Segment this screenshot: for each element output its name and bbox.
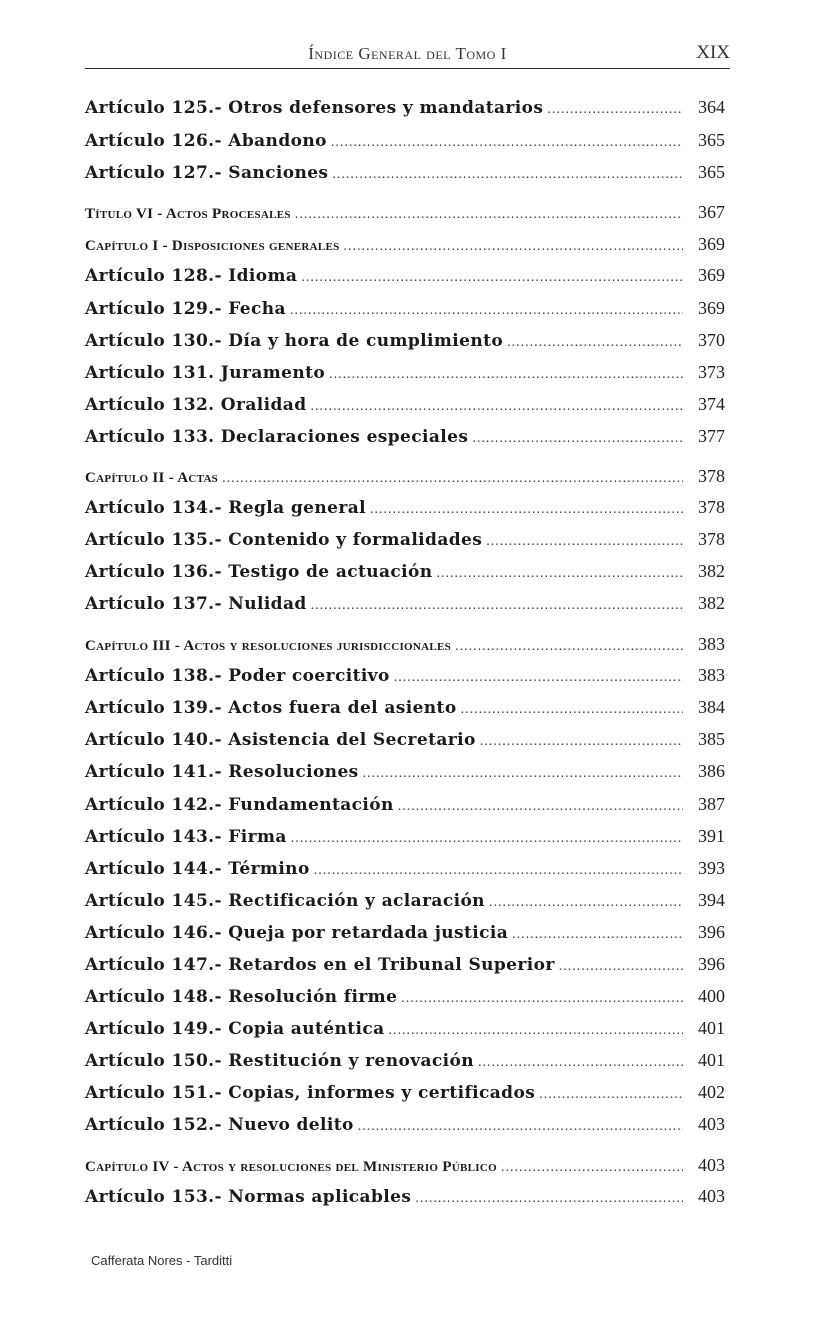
toc-entry-page: 396: [698, 954, 725, 974]
dot-leader: [331, 135, 683, 151]
dot-leader: [311, 598, 683, 614]
dot-leader: [370, 502, 683, 518]
toc-entry: [85, 697, 725, 718]
dot-leader: [332, 167, 683, 183]
toc-entry-title: Artículo 131. Juramento: [85, 363, 326, 383]
toc-entry-title: Artículo 143.- Firma: [85, 827, 287, 847]
toc-entry: [85, 362, 725, 383]
toc-entry-title: Artículo 128.- Idioma: [85, 266, 298, 286]
toc-entry: [85, 1186, 725, 1207]
header-title: Índice General del Tomo I: [308, 44, 507, 63]
dot-leader: [295, 207, 683, 223]
dot-leader: [489, 895, 683, 911]
toc-entry-title: Artículo 145.- Rectificación y aclaración: [85, 891, 485, 911]
toc-entry-page: 383: [698, 634, 725, 654]
toc-entry-page: 378: [698, 466, 725, 486]
dot-leader: [512, 927, 683, 943]
toc-entry-title: Artículo 129.- Fecha: [85, 299, 286, 319]
toc-entry-page: 367: [698, 202, 725, 222]
toc-entry-title: Artículo 134.- Regla general: [85, 498, 366, 518]
dot-leader: [290, 303, 683, 319]
toc-entry-page: 402: [698, 1082, 725, 1102]
dot-leader: [344, 239, 683, 255]
toc-entry: [85, 330, 725, 351]
toc-entry-page: 396: [698, 922, 725, 942]
toc-entry-page: 394: [698, 890, 725, 910]
toc-section-heading: [85, 202, 725, 223]
toc-entry-page: 369: [698, 265, 725, 285]
toc-entry: [85, 794, 725, 815]
toc-entry-title: Capítulo III - Actos y resoluciones jurisdiccionales: [85, 638, 452, 654]
toc-entry: [85, 665, 725, 686]
toc-entry: [85, 826, 725, 847]
toc-entry: [85, 529, 725, 550]
toc-entry-page: 378: [698, 529, 725, 549]
dot-leader: [394, 670, 683, 686]
toc-entry-page: 364: [698, 97, 725, 117]
toc-entry-page: 365: [698, 130, 725, 150]
dot-leader: [478, 1055, 683, 1071]
toc-entry-page: 384: [698, 697, 725, 717]
toc-entry-title: Artículo 149.- Copia auténtica: [85, 1019, 385, 1039]
toc-entry: [85, 130, 725, 151]
toc-entry-title: Artículo 141.- Resoluciones: [85, 762, 359, 782]
toc-entry-title: Artículo 133. Declaraciones especiales: [85, 427, 469, 447]
dot-leader: [291, 831, 683, 847]
toc-entry-title: Artículo 150.- Restitución y renovación: [85, 1051, 474, 1071]
toc-entry: [85, 593, 725, 614]
toc-entry-page: 401: [698, 1018, 725, 1038]
dot-leader: [559, 959, 683, 975]
dot-leader: [222, 471, 683, 487]
toc-entry-page: 401: [698, 1050, 725, 1070]
dot-leader: [501, 1160, 683, 1176]
dot-leader: [455, 639, 683, 655]
toc-entry-title: Capítulo IV - Actos y resoluciones del Ministerio Público: [85, 1159, 497, 1175]
toc-entry-page: 400: [698, 986, 725, 1006]
toc-entry-title: Artículo 126.- Abandono: [85, 131, 327, 151]
toc-entry-page: 374: [698, 394, 725, 414]
dot-leader: [461, 702, 683, 718]
toc-entry-page: 370: [698, 330, 725, 350]
toc-entry: [85, 561, 725, 582]
dot-leader: [398, 799, 683, 815]
toc-entry: [85, 729, 725, 750]
toc-entry: [85, 1018, 725, 1039]
dot-leader: [415, 1191, 683, 1207]
toc-entry-title: Artículo 148.- Resolución firme: [85, 987, 398, 1007]
toc-entry: [85, 162, 725, 183]
toc-entry-title: Artículo 127.- Sanciones: [85, 163, 329, 183]
toc-entry-page: 369: [698, 298, 725, 318]
toc-entry-title: Artículo 135.- Contenido y formalidades: [85, 530, 483, 550]
toc-entry-title: Artículo 140.- Asistencia del Secretario: [85, 730, 476, 750]
toc-entry-title: Artículo 146.- Queja por retardada justicia: [85, 923, 509, 943]
toc-entry-title: Capítulo II - Actas: [85, 470, 219, 486]
toc-entry-page: 385: [698, 729, 725, 749]
toc-entry: [85, 298, 725, 319]
toc-entry: [85, 922, 725, 943]
toc-entry: [85, 1050, 725, 1071]
toc-entry-title: Artículo 125.- Otros defensores y mandatarios: [85, 98, 544, 118]
toc-entry-page: 386: [698, 761, 725, 781]
toc-entry: [85, 986, 725, 1007]
toc-entry-page: 403: [698, 1155, 725, 1175]
dot-leader: [472, 431, 683, 447]
toc-entry-title: Título VI - Actos Procesales: [85, 206, 291, 222]
toc-entry-page: 403: [698, 1114, 725, 1134]
header-page-number: XIX: [696, 42, 730, 63]
toc-entry-page: 382: [698, 593, 725, 613]
toc-entry: [85, 394, 725, 415]
toc-entry-page: 377: [698, 426, 725, 446]
toc-entry-page: 378: [698, 497, 725, 517]
toc-entry-title: Artículo 130.- Día y hora de cumplimiento: [85, 331, 504, 351]
dot-leader: [301, 270, 683, 286]
toc-section-heading: [85, 466, 725, 487]
dot-leader: [507, 335, 683, 351]
toc-entry-title: Artículo 153.- Normas aplicables: [85, 1187, 412, 1207]
dot-leader: [437, 566, 683, 582]
toc-entry-page: 387: [698, 794, 725, 814]
page-footer: Cafferata Nores - Tarditti: [91, 1253, 233, 1268]
toc-entry-page: 391: [698, 826, 725, 846]
dot-leader: [389, 1023, 684, 1039]
toc-entry-page: 365: [698, 162, 725, 182]
toc-entry-page: 369: [698, 234, 725, 254]
toc-entry-page: 393: [698, 858, 725, 878]
toc-entry-title: Artículo 138.- Poder coercitivo: [85, 666, 390, 686]
dot-leader: [363, 766, 683, 782]
dot-leader: [358, 1119, 683, 1135]
dot-leader: [480, 734, 683, 750]
toc-entry: [85, 426, 725, 447]
dot-leader: [486, 534, 683, 550]
toc-entry: [85, 1082, 725, 1103]
toc-entry-title: Artículo 137.- Nulidad: [85, 594, 307, 614]
toc-entry: [85, 265, 725, 286]
toc-entry-title: Artículo 144.- Término: [85, 859, 310, 879]
dot-leader: [539, 1087, 683, 1103]
toc-section-heading: [85, 1155, 725, 1176]
dot-leader: [401, 991, 683, 1007]
toc-entry-title: Artículo 147.- Retardos en el Tribunal Superior: [85, 955, 555, 975]
toc-entry-page: 382: [698, 561, 725, 581]
toc-entry-title: Capítulo I - Disposiciones generales: [85, 238, 340, 254]
toc-entry-title: Artículo 142.- Fundamentación: [85, 795, 394, 815]
toc-entry-title: Artículo 139.- Actos fuera del asiento: [85, 698, 457, 718]
toc-entry-page: 403: [698, 1186, 725, 1206]
dot-leader: [329, 367, 683, 383]
dot-leader: [547, 102, 683, 118]
dot-leader: [314, 863, 683, 879]
dot-leader: [311, 399, 684, 415]
toc-entry: [85, 97, 725, 118]
toc-entry-title: Artículo 151.- Copias, informes y certificados: [85, 1083, 536, 1103]
toc-entry-title: Artículo 152.- Nuevo delito: [85, 1115, 354, 1135]
toc-entry: [85, 890, 725, 911]
toc-section-heading: [85, 234, 725, 255]
toc-entry: [85, 497, 725, 518]
toc-section-heading: [85, 634, 725, 655]
running-header: [85, 38, 730, 69]
toc-entry: [85, 1114, 725, 1135]
toc-entry: [85, 858, 725, 879]
toc-entry-title: Artículo 136.- Testigo de actuación: [85, 562, 433, 582]
toc-entry: [85, 954, 725, 975]
toc-entry-page: 373: [698, 362, 725, 382]
toc-entry-page: 383: [698, 665, 725, 685]
toc-entry: [85, 761, 725, 782]
toc-entry-title: Artículo 132. Oralidad: [85, 395, 307, 415]
